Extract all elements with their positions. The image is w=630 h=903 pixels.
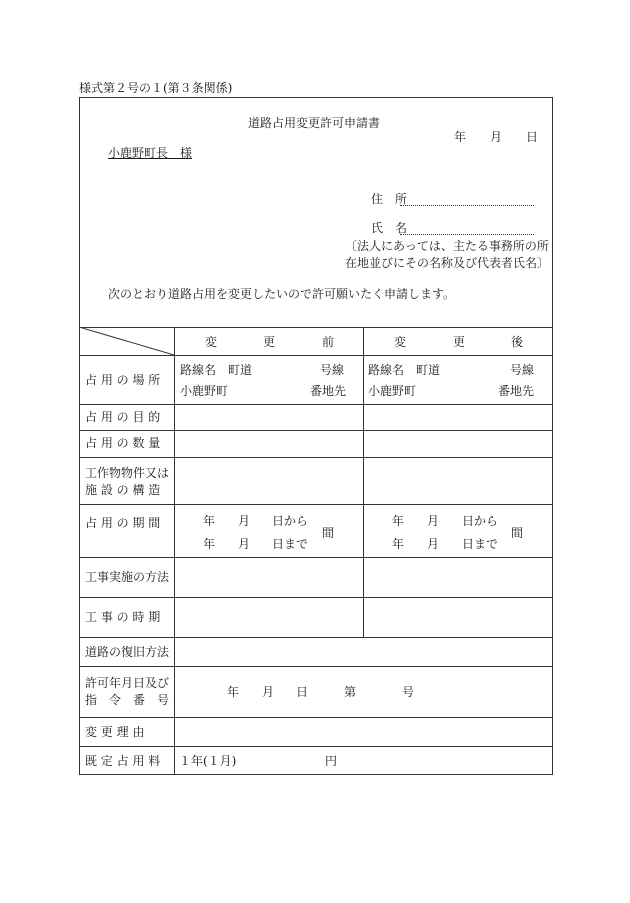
- after-route-label: 路線名 町道: [368, 363, 441, 377]
- before-to-year: 年: [203, 537, 216, 551]
- permit-month: 月: [262, 685, 275, 699]
- name-field[interactable]: [400, 234, 534, 235]
- addressee: 小鹿野町長 様: [108, 146, 193, 160]
- after-route-suffix: 号線: [510, 363, 535, 377]
- before-to-month: 月: [238, 537, 251, 551]
- label-reason: 変 更 理 由: [85, 725, 145, 739]
- form-number: 様式第２号の１(第３条関係): [79, 81, 233, 95]
- permit-day: 日: [296, 685, 309, 699]
- after-from-year: 年: [392, 514, 405, 528]
- form-title: 道路占用変更許可申請書: [248, 116, 381, 130]
- row-divider: [79, 504, 553, 505]
- row-divider: [79, 404, 553, 405]
- before-after-divider: [363, 327, 364, 637]
- before-between: 間: [322, 526, 335, 540]
- permit-go: 号: [402, 685, 415, 699]
- label-construction-method: 工事実施の方法: [85, 570, 170, 584]
- before-lot-suffix: 番地先: [310, 384, 347, 398]
- permit-dai: 第: [344, 685, 357, 699]
- address-label: 住 所: [371, 192, 408, 206]
- label-column-divider: [174, 327, 175, 775]
- corporate-note-2: 在地並びにその名称及び代表者氏名〕: [345, 256, 550, 270]
- permit-year: 年: [227, 685, 240, 699]
- date-year: 年: [454, 130, 467, 144]
- after-from-day: 日から: [462, 514, 499, 528]
- before-header-char-2: 更: [263, 335, 276, 349]
- label-period: 占 用 の 期 間: [85, 516, 161, 530]
- diagonal-header-cell: [79, 327, 175, 356]
- name-label: 氏 名: [371, 221, 408, 235]
- row-divider: [79, 637, 553, 638]
- before-header-char-1: 変: [205, 335, 218, 349]
- after-town: 小鹿野町: [368, 384, 417, 398]
- row-divider: [79, 457, 553, 458]
- fee-period: １年(１月): [179, 754, 237, 768]
- label-structure-1: 工作物物件又は: [85, 466, 170, 480]
- date-day: 日: [526, 130, 539, 144]
- before-route-suffix: 号線: [320, 363, 345, 377]
- label-quantity: 占 用 の 数 量: [85, 436, 161, 450]
- row-divider: [79, 557, 553, 558]
- after-between: 間: [511, 526, 524, 540]
- address-field[interactable]: [400, 205, 534, 206]
- before-header-char-3: 前: [322, 335, 335, 349]
- before-town: 小鹿野町: [180, 384, 229, 398]
- after-header-char-3: 後: [511, 335, 524, 349]
- request-text: 次のとおり道路占用を変更したいので許可願いたく申請します。: [108, 287, 456, 301]
- label-restoration: 道路の復旧方法: [85, 645, 170, 659]
- after-from-month: 月: [427, 514, 440, 528]
- after-header-char-1: 変: [394, 335, 407, 349]
- label-construction-time: 工 事 の 時 期: [85, 610, 161, 624]
- corporate-note-1: 〔法人にあっては、主たる事務所の所: [345, 239, 549, 253]
- before-from-year: 年: [203, 514, 216, 528]
- label-purpose: 占 用 の 目 的: [85, 410, 161, 424]
- label-location: 占 用 の 場 所: [85, 373, 161, 387]
- before-to-day: 日まで: [272, 537, 309, 551]
- after-to-year: 年: [392, 537, 405, 551]
- label-permit-1: 許可年月日及び: [85, 676, 170, 690]
- label-structure-2: 施 設 の 構 造: [85, 483, 161, 497]
- row-divider: [79, 746, 553, 747]
- date-month: 月: [490, 130, 503, 144]
- after-header-char-2: 更: [453, 335, 466, 349]
- row-divider: [79, 717, 553, 718]
- row-divider: [79, 666, 553, 667]
- after-to-month: 月: [427, 537, 440, 551]
- fee-yen: 円: [325, 754, 338, 768]
- before-from-month: 月: [238, 514, 251, 528]
- before-from-day: 日から: [272, 514, 309, 528]
- after-to-day: 日まで: [462, 537, 499, 551]
- label-permit-2: 指 令 番 号: [85, 693, 170, 707]
- label-fee: 既 定 占 用 料: [85, 754, 161, 768]
- before-route-label: 路線名 町道: [180, 363, 253, 377]
- row-divider: [79, 430, 553, 431]
- row-divider: [79, 597, 553, 598]
- after-lot-suffix: 番地先: [498, 384, 535, 398]
